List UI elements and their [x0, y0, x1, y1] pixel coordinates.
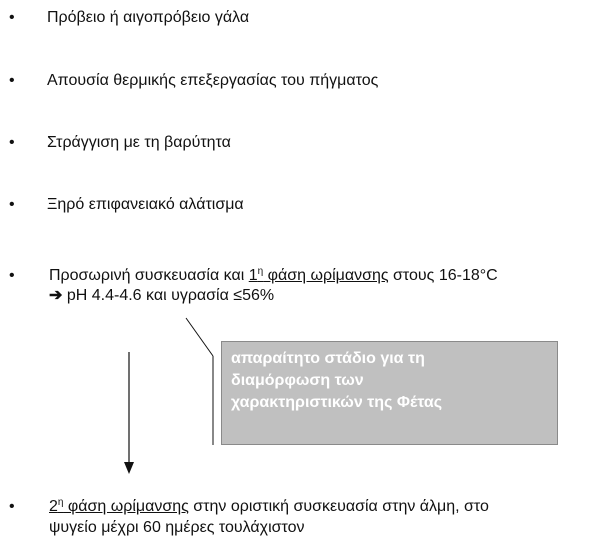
callout-pointer-line [186, 318, 213, 356]
bullet: • [9, 196, 15, 213]
ripening-phase-1-result: pH 4.4-4.6 και υγρασία ≤56% [62, 287, 275, 304]
bullet: • [9, 498, 15, 515]
ripening-phase-1-line2 [49, 286, 274, 306]
ripening-phase-2-line2: ψυγείο μέχρι 60 ημέρες τουλάχιστον [49, 519, 305, 536]
bullet: • [9, 267, 15, 284]
ripening-phase-2-ordinal: 2 [49, 498, 58, 515]
ripening-phase-2-sup: η [57, 497, 64, 508]
list-item: Απουσία θερμικής επεξεργασίας του πήγματος [47, 72, 379, 89]
ripening-phase-1-line1 [49, 266, 498, 286]
ripening-phase-1-ordinal: 1 [248, 267, 258, 284]
bullet: • [9, 9, 15, 26]
list-item: Ξηρό επιφανειακό αλάτισμα [47, 196, 244, 213]
ripening-phase-1-suffix: στους 16-18°C [388, 267, 498, 284]
bullet: • [9, 72, 15, 89]
ripening-phase-2-line1 [49, 497, 489, 517]
callout-box [221, 341, 558, 445]
ripening-phase-2-phase: φάση ωρίμανσης [63, 498, 189, 515]
ripening-phase-1-prefix: Προσωρινή συσκευασία και [49, 267, 249, 284]
callout-line: διαμόρφωση των [231, 372, 364, 389]
callout-line: απαραίτητο στάδιο για τη [231, 350, 425, 367]
arrow-right-icon: ➔ [49, 287, 63, 304]
callout-text [231, 348, 442, 414]
ripening-phase-2-suffix: στην οριστική συσκευασία στην άλμη, στο [188, 498, 489, 515]
bullet: • [9, 134, 15, 151]
ripening-phase-2-term [49, 498, 189, 515]
ripening-phase-1-phase: φάση ωρίμανσης [263, 267, 389, 284]
down-arrow-head-icon [124, 462, 134, 474]
list-item: Στράγγιση με τη βαρύτητα [47, 134, 231, 151]
ripening-phase-1-sup: η [257, 266, 264, 277]
list-item: Πρόβειο ή αιγοπρόβειο γάλα [47, 9, 250, 26]
ripening-phase-1-term [249, 267, 389, 284]
callout-line: χαρακτηριστικών της Φέτας [231, 394, 443, 411]
